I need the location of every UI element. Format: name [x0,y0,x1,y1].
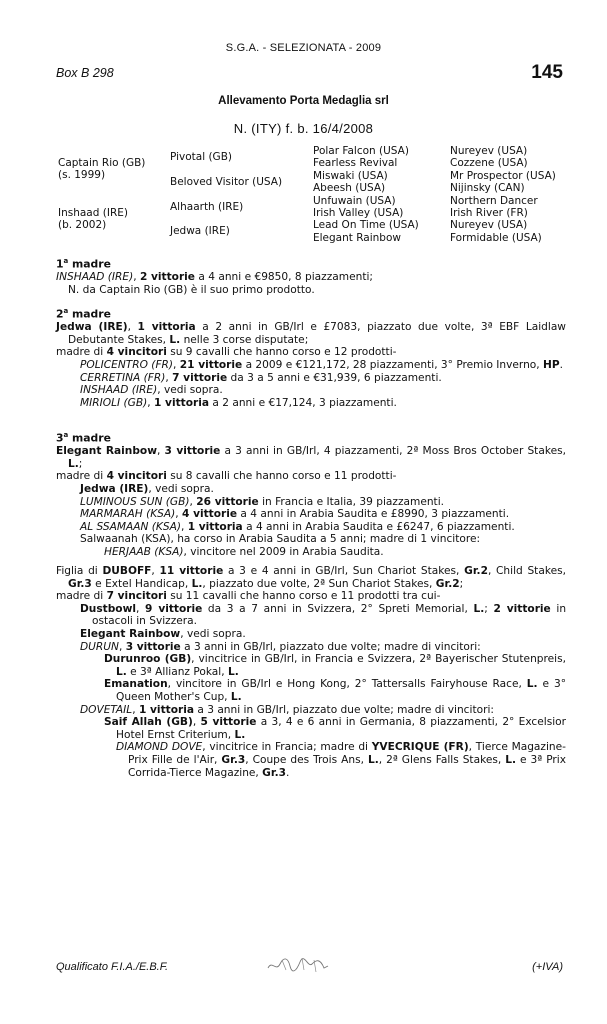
dam-line: Elegant Rainbow, 3 vittorie a 3 anni in GB/Irl, 4 piazzamenti, 2ª Moss Bros October Stakes, L.; [56,445,566,470]
pedigree-gen4-list: Nureyev (USA) Cozzene (USA) Mr Prospector (USA) Nijinsky (CAN) Northern Dancer Irish River (FR) Nureyev (USA) Formidable (USA) [450,145,556,244]
qualification-note: Qualificato F.I.A./E.B.F. [56,961,169,973]
pedigree-gen2-item: Jedwa (IRE) [170,225,230,237]
third-dam-section [56,429,566,559]
dam-line: CERRETINA (FR), 7 vittorie da 3 a 5 anni e €31,939, 6 piazzamenti. [80,371,442,384]
box-number: Box B 298 [56,66,114,80]
third-dam-title: 3$^a$ madre [56,431,111,445]
lot-number: 145 [531,62,563,83]
second-dam-title: 2$^a$ madre [56,307,111,321]
dam-line: DURUN, 3 vittorie a 3 anni in GB/Irl, piazzato due volte; madre di vincitori: [80,640,481,653]
dam-line: AL SSAMAAN (KSA), 1 vittoria a 4 anni in Arabia Saudita e £6247, 6 piazzamenti. [80,520,515,533]
dam-line: madre di 4 vincitori su 8 cavalli che hanno corso e 11 prodotti- [56,470,397,483]
first-dam-title: 1$^a$ madre [56,257,111,271]
pedigree-gen2-item: Alhaarth (IRE) [170,201,244,213]
dam-line: INSHAAD (IRE), 2 vittorie a 4 anni e €9850, 8 piazzamenti; [56,271,373,284]
dam-line: madre di 7 vincitori su 11 cavalli che hanno corso e 11 prodotti tra cui- [56,590,441,603]
dam-line: POLICENTRO (FR), 21 vittorie a 2009 e €121,172, 28 piazzamenti, 3° Premio Inverno, HP. [80,358,564,371]
dam-line: MIRIOLI (GB), 1 vittoria a 2 anni e €17,124, 3 piazzamenti. [80,396,397,409]
sale-title: S.G.A. - SELEZIONATA - 2009 [225,42,382,54]
dam-line: DIAMOND DOVE, vincitrice in Francia; madre di YVECRIQUE (FR), Tierce Magazine-Prix Fille de l'Air, Gr.3, Coupe des Trois Ans, L., 2ª Glens Falls Stakes, L. e 3ª Prix Corrida-Tierce Magazine, Gr.3. [116,741,566,779]
dam-line: Jedwa (IRE), vedi sopra. [80,482,214,495]
dam-line: Dustbowl, 9 vittorie da 3 a 7 anni in Svizzera, 2° Spreti Memorial, L.; 2 vittorie in ostacoli in Svizzera. [80,602,567,628]
dam-line: N. da Captain Rio (GB) è il suo primo prodotto. [68,283,315,296]
dam-line: madre di 4 vincitori su 9 cavalli che hanno corso e 12 prodotti- [56,346,397,359]
signature-mark [266,954,330,976]
first-dam-section [56,255,566,296]
dam-line: Elegant Rainbow, vedi sopra. [80,627,246,640]
dam-line: INSHAAD (IRE), vedi sopra. [80,384,223,397]
dam-line: Figlia di DUBOFF, 11 vittorie a 3 e 4 anni in GB/Irl, Sun Chariot Stakes, Gr.2, Child Stakes, Gr.3 e Extel Handicap, L., piazzato due volte, 2ª Sun Chariot Stakes, Gr.2; [56,565,566,590]
dam-line: Saif Allah (GB), 5 vittorie a 3, 4 e 6 anni in Germania, 8 piazzamenti, 2° Excelsior Hotel Ernst Criterium, L. [104,716,566,741]
dam-line: Salwaanah (KSA), ha corso in Arabia Saudita a 5 anni; madre di 1 vincitore: [80,533,481,546]
vat-note: (+IVA) [532,961,563,973]
dam-line: Emanation, vincitore in GB/Irl e Hong Kong, 2° Tattersalls Fairyhouse Race, L. e 3° Queen Mother's Cup, L. [104,678,566,703]
dam-line: MARMARAH (KSA), 4 vittorie a 4 anni in Arabia Saudita e £8990, 3 piazzamenti. [80,508,510,521]
pedigree-gen2-item: Beloved Visitor (USA) [170,176,283,188]
pedigree-sire: Captain Rio (GB) (s. 1999) [58,157,146,182]
dam-line: HERJAAB (KSA), vincitore nel 2009 in Arabia Saudita. [104,545,384,558]
seller-name: Allevamento Porta Medaglia srl [218,95,389,107]
dam-line: Durunroo (GB), vincitrice in GB/Irl, in Francia e Svizzera, 2ª Bayerischer Stutenpreis, L. e 3ª Allianz Pokal, L. [104,653,566,678]
pedigree-gen3-list: Polar Falcon (USA) Fearless Revival Miswaki (USA) Abeesh (USA) Unfuwain (USA) Irish Valley (USA) Lead On Time (USA) Elegant Rainbow [313,145,419,244]
second-dam-section [56,305,566,409]
horse-identity: N. (ITY) f. b. 16/4/2008 [233,121,374,136]
pedigree-gen2-item: Pivotal (GB) [170,151,232,163]
extended-family-section [56,565,566,779]
dam-line: DOVETAIL, 1 vittoria a 3 anni in GB/Irl, piazzato due volte; madre di vincitori: [80,703,494,716]
pedigree-dam: Inshaad (IRE) (b. 2002) [58,207,128,232]
dam-line: Jedwa (IRE), 1 vittoria a 2 anni in GB/Irl e £7083, piazzato due volte, 3ª EBF Laidlaw Debutante Stakes, L. nelle 3 corse disputate; [56,321,566,346]
dam-line: LUMINOUS SUN (GB), 26 vittorie in Francia e Italia, 39 piazzamenti. [80,495,445,508]
